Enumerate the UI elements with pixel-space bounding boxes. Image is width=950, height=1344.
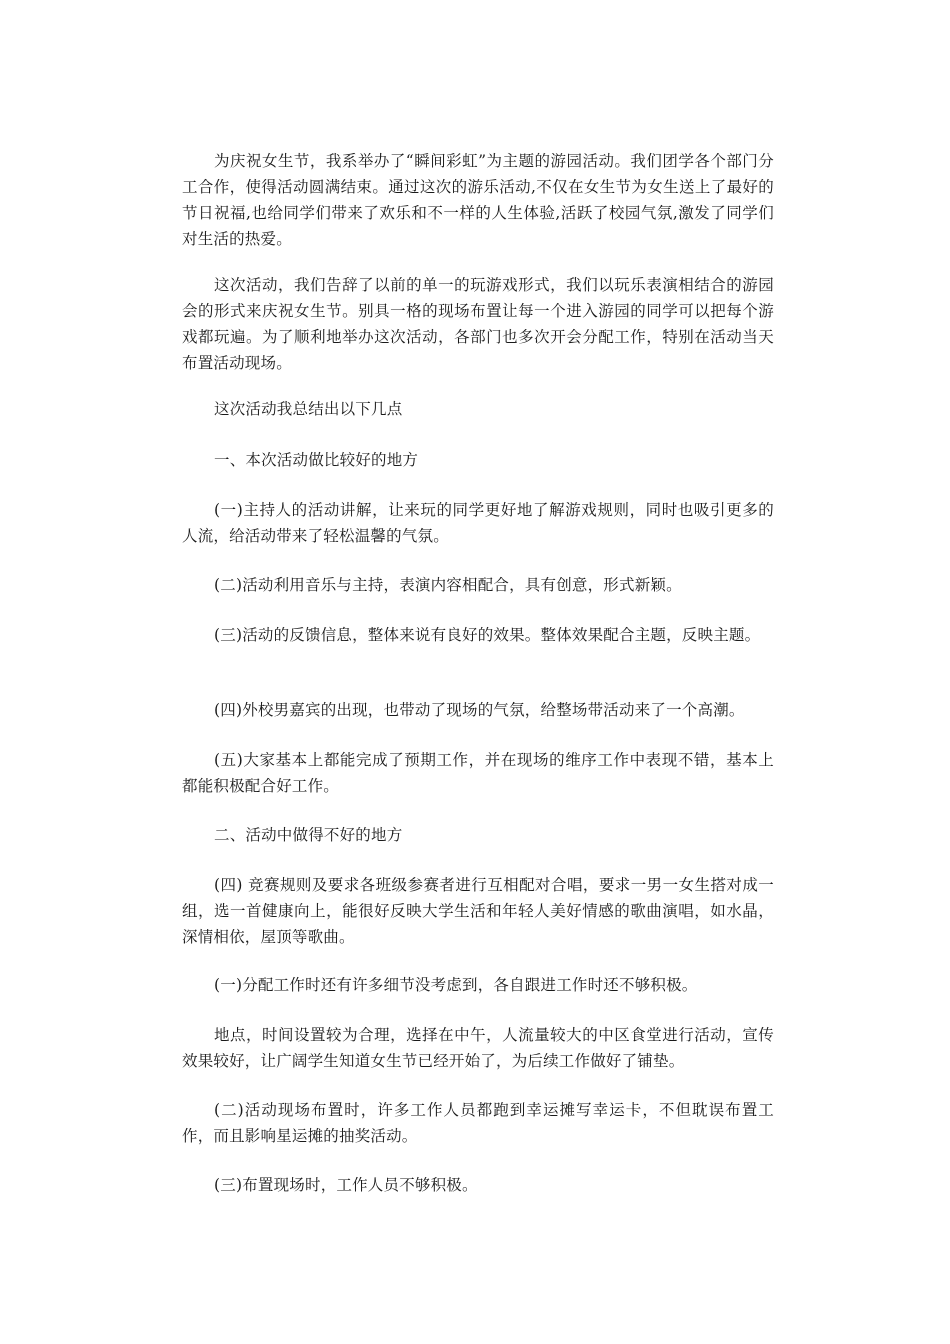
heading-bad-points: 二、活动中做得不好的地方 [214,826,403,844]
paragraph-activity-format: 这次活动，我们告辞了以前的单一的玩游戏形式，我们以玩乐表演相结合的游园会的形式来庆祝女生节。别具一格的现场布置让每一个进入游园的同学可以把每个游戏都玩遍。为了顺利地举办这次活动，各部门也多次开会分配工作，特别在活动当天布置活动现场。 [182,276,774,372]
paragraph-good-5: (五)大家基本上都能完成了预期工作，并在现场的维序工作中表现不错，基本上都能积极配合好工作。 [182,751,774,795]
paragraph-good-4: (四)外校男嘉宾的出现，也带动了现场的气氛，给整场带活动来了一个高潮。 [214,701,745,719]
paragraph-bad-3: (三)布置现场时，工作人员不够积极。 [214,1176,478,1194]
paragraph-summary-lead: 这次活动我总结出以下几点 [214,400,403,418]
heading-good-points: 一、本次活动做比较好的地方 [214,451,419,469]
paragraph-bad-1: (一)分配工作时还有许多细节没考虑到，各自跟进工作时还不够积极。 [214,976,698,994]
paragraph-good-3: (三)活动的反馈信息，整体来说有良好的效果。整体效果配合主题，反映主题。 [214,626,761,644]
paragraph-intro: 为庆祝女生节，我系举办了“瞬间彩虹”为主题的游园活动。我们团学各个部门分工合作，使得活动圆满结束。通过这次的游乐活动,不仅在女生节为女生送上了最好的节日祝福,也给同学们带来了欢乐和不一样的人生体验,活跃了校园气氛,激发了同学们对生活的热爱。 [182,152,774,248]
paragraph-good-1: (一)主持人的活动讲解，让来玩的同学更好地了解游戏规则，同时也吸引更多的人流，给活动带来了轻松温馨的气氛。 [182,501,774,545]
paragraph-competition-rules: (四) 竞赛规则及要求各班级参赛者进行互相配对合唱，要求一男一女生搭对成一组，选一首健康向上，能很好反映大学生活和年轻人美好情感的歌曲演唱，如水晶，深情相依，屋顶等歌曲。 [182,876,774,946]
paragraph-good-2: (二)活动利用音乐与主持，表演内容相配合，具有创意，形式新颖。 [214,576,682,594]
paragraph-location: 地点，时间设置较为合理，选择在中午，人流量较大的中区食堂进行活动，宣传效果较好，让广阔学生知道女生节已经开始了，为后续工作做好了铺垫。 [182,1026,774,1070]
paragraph-bad-2: (二)活动现场布置时，许多工作人员都跑到幸运摊写幸运卡，不但耽误布置工作，而且影响星运摊的抽奖活动。 [182,1101,774,1145]
